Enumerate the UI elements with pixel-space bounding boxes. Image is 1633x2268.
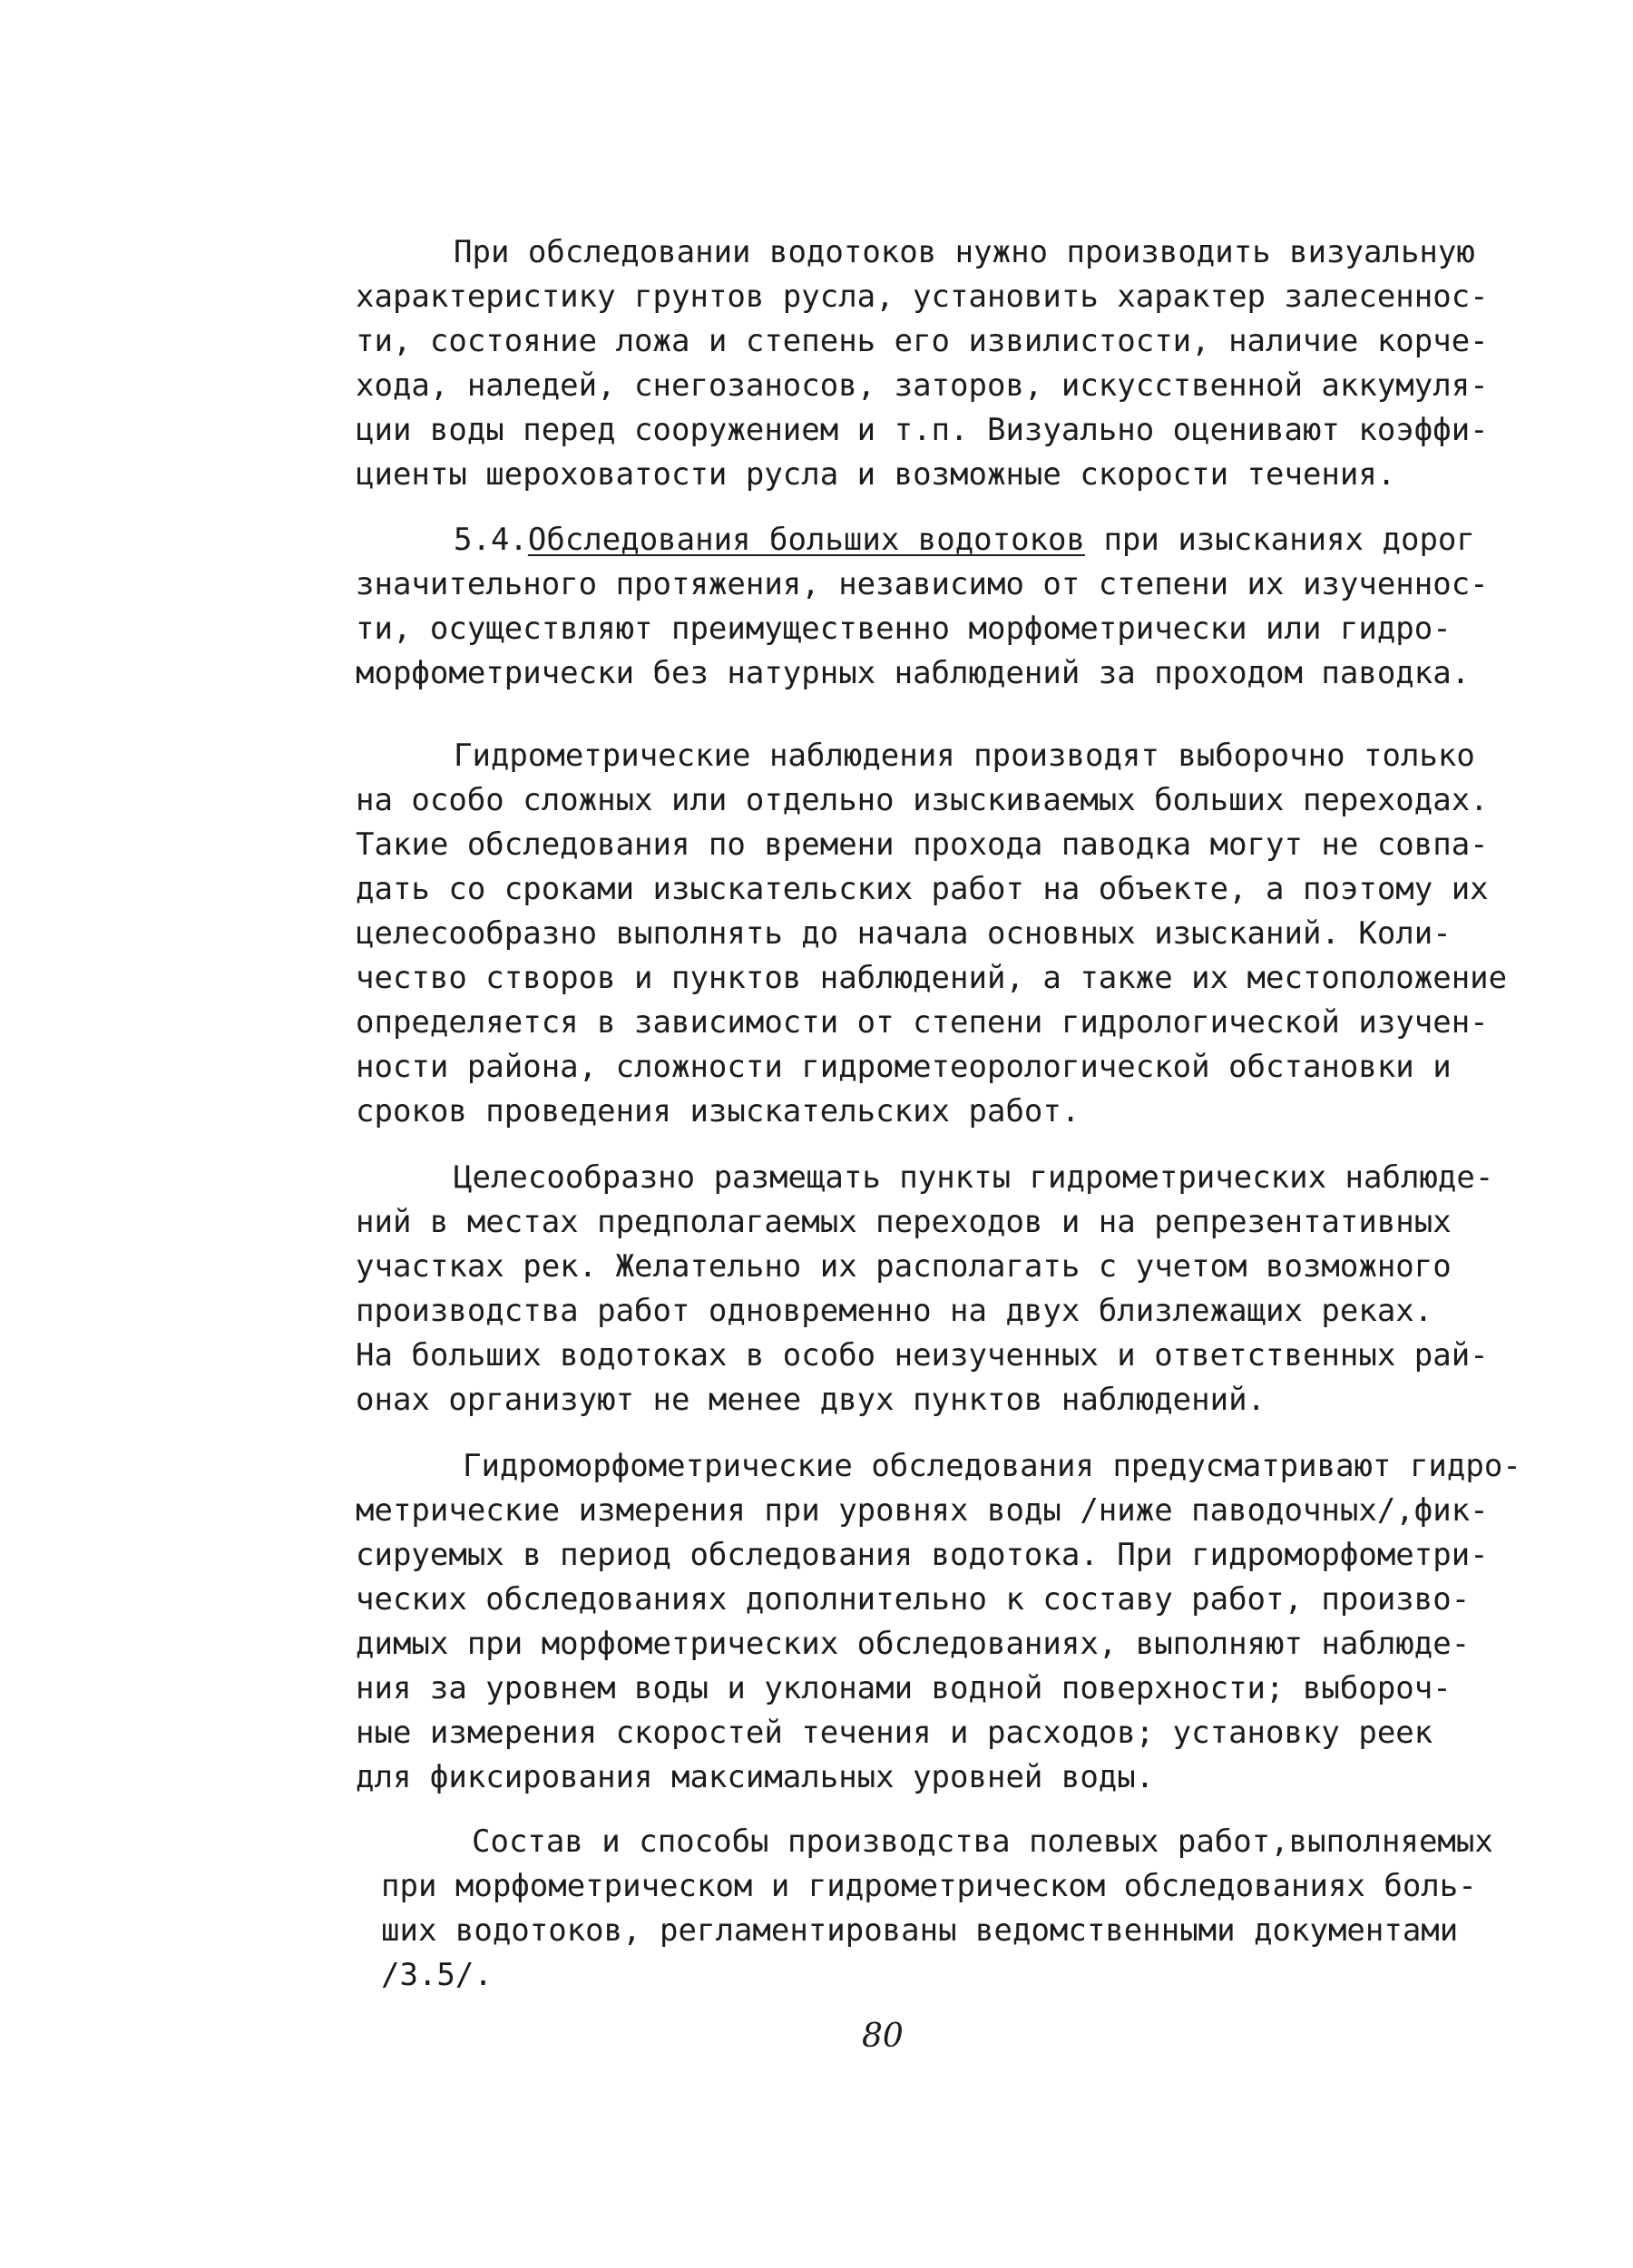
text-line: метрические измерения при уровнях воды /ниже паводочных/,фик- <box>356 1492 1489 1529</box>
text-line: хода, наледей, снегозаносов, заторов, искусственной аккумуля- <box>356 367 1489 404</box>
section-number: 5.4. <box>454 522 528 558</box>
text-line: при морфометрическом и гидрометрическом обследованиях боль- <box>381 1868 1477 1904</box>
text-line: ших водотоков, регламентированы ведомственными документами <box>381 1912 1459 1949</box>
text-line: На больших водотоках в особо неизученных и ответственных рай- <box>356 1337 1489 1374</box>
text-line: Гидрометрические наблюдения производят выборочно только <box>454 738 1475 774</box>
text-line: характеристику грунтов русла, установить характер залесеннос- <box>356 279 1489 315</box>
section-heading: Обследования больших водотоков <box>527 522 1085 558</box>
text-line: ния за уровнем воды и уклонами водной поверхности; выбороч- <box>356 1670 1452 1706</box>
text-line: онах организуют не менее двух пунктов наблюдений. <box>356 1382 1266 1418</box>
text-line: производства работ одновременно на двух близлежащих реках. <box>356 1293 1433 1329</box>
text-line: на особо сложных или отдельно изыскиваемых больших переходах. <box>356 782 1489 818</box>
text-line: определяется в зависимости от степени гидрологической изучен- <box>356 1004 1489 1041</box>
text-line: ти, состояние ложа и степень его извилистости, наличие корче- <box>356 323 1489 359</box>
text-line: /3.5/. <box>381 1957 493 1993</box>
text-line: целесообразно выполнять до начала основных изысканий. Коли- <box>356 915 1452 952</box>
text-line: ний в местах предполагаемых переходов и на репрезентативных <box>356 1204 1452 1240</box>
text-line: циенты шероховатости русла и возможные скорости течения. <box>356 456 1396 493</box>
text-line: ности района, сложности гидрометеорологической обстановки и <box>356 1049 1452 1085</box>
text-line: дать со сроками изыскательских работ на объекте, а поэтому их <box>356 871 1489 907</box>
text-line: ческих обследованиях дополнительно к составу работ, произво- <box>356 1581 1471 1618</box>
section-line <box>454 522 1475 558</box>
text-line: Состав и способы производства полевых работ,выполняемых <box>472 1823 1493 1860</box>
text-line: Целесообразно размещать пункты гидрометрических наблюде- <box>454 1159 1494 1196</box>
text-line: димых при морфометрических обследованиях, выполняют наблюде- <box>356 1626 1471 1662</box>
text-line: морфометрически без натурных наблюдений за проходом паводка. <box>356 655 1471 691</box>
text-line: ти, осуществляют преимущественно морфометрически или гидро- <box>356 611 1452 647</box>
text-line: ции воды перед сооружением и т.п. Визуально оценивают коэффи- <box>356 412 1489 448</box>
text-line: Гидроморфометрические обследования предусматривают гидро- <box>463 1448 1521 1484</box>
text-line: ные измерения скоростей течения и расходов; установку реек <box>356 1715 1433 1751</box>
text-line: При обследовании водотоков нужно производить визуальную <box>454 234 1475 270</box>
text-line: сируемых в период обследования водотока. При гидроморфометри- <box>356 1537 1489 1573</box>
text-line: участках рек. Желательно их располагать с учетом возможного <box>356 1248 1452 1285</box>
section-lead-text: при изысканиях дорог <box>1084 522 1475 558</box>
text-line: Такие обследования по времени прохода паводка могут не совпа- <box>356 826 1489 863</box>
text-line: для фиксирования максимальных уровней воды. <box>356 1759 1155 1795</box>
text-line: чество створов и пунктов наблюдений, а также их местоположение <box>356 960 1508 996</box>
text-line: сроков проведения изыскательских работ. <box>356 1093 1081 1129</box>
text-line: значительного протяжения, независимо от степени их изученнос- <box>356 566 1489 602</box>
page-number: 80 <box>862 2018 904 2055</box>
